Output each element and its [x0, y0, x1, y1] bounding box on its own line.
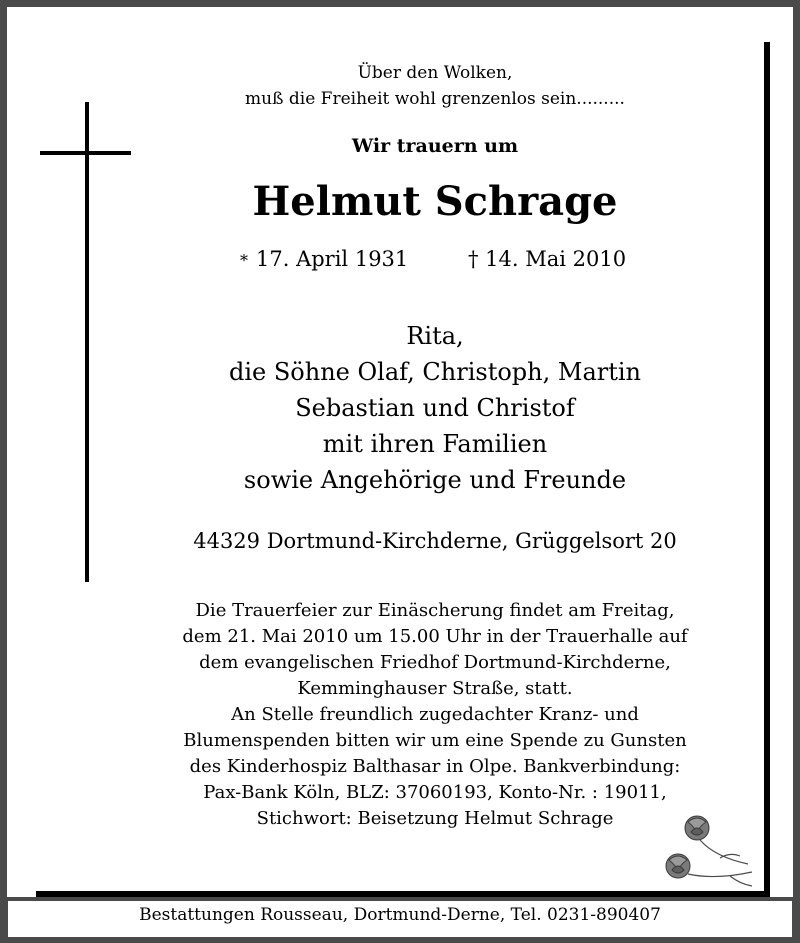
notice-line: Stichwort: Beisetzung Helmut Schrage: [256, 808, 614, 829]
motto-line: Über den Wolken,: [357, 63, 513, 83]
birth-date: [240, 246, 408, 274]
notice-line: Pax-Bank Köln, BLZ: 37060193, Konto-Nr. : 19011,: [203, 782, 667, 803]
notice-line: Die Trauerfeier zur Einäscherung findet am Freitag,: [195, 600, 675, 621]
family-line: Rita,: [406, 322, 464, 350]
family-line: mit ihren Familien: [322, 430, 548, 458]
motto-line: muß die Freiheit wohl grenzenlos sein.........: [245, 89, 625, 109]
notice-line: dem 21. Mai 2010 um 15.00 Uhr in der Trauerhalle auf: [182, 626, 688, 647]
notice-line: dem evangelischen Friedhof Dortmund-Kirchderne,: [199, 652, 671, 673]
family-address: 44329 Dortmund-Kirchderne, Grüggelsort 20: [193, 529, 677, 553]
family-list: [110, 318, 760, 498]
rose-stems: [688, 840, 752, 886]
notice-line: An Stelle freundlich zugedachter Kranz- und: [231, 704, 639, 725]
motto: [110, 60, 760, 112]
roses-icon: [660, 812, 760, 892]
rose-upper: [685, 816, 709, 840]
funeral-home-footer: Bestattungen Rousseau, Dortmund-Derne, Tel. 0231-890407: [139, 905, 661, 925]
birth-star-icon: *: [240, 251, 248, 270]
funeral-notice: [110, 598, 760, 832]
cross-vertical-bar: [85, 102, 89, 582]
panel-rule-right: [764, 42, 770, 897]
family-line: die Söhne Olaf, Christoph, Martin: [228, 358, 642, 386]
notice-line: Kemminghauser Straße, statt.: [297, 678, 573, 699]
rose-lower: [666, 854, 690, 878]
birth-date-text: 17. April 1931: [256, 247, 409, 271]
deceased-name: Helmut Schrage: [252, 178, 618, 225]
death-date: † 14. Mai 2010: [468, 247, 627, 271]
notice-line: des Kinderhospiz Balthasar in Olpe. Bankverbindung:: [189, 756, 681, 777]
mourning-intro: Wir trauern um: [351, 135, 519, 157]
family-line: sowie Angehörige und Freunde: [243, 466, 627, 494]
family-line: Sebastian und Christof: [295, 394, 575, 422]
notice-line: Blumenspenden bitten wir um eine Spende zu Gunsten: [183, 730, 687, 751]
